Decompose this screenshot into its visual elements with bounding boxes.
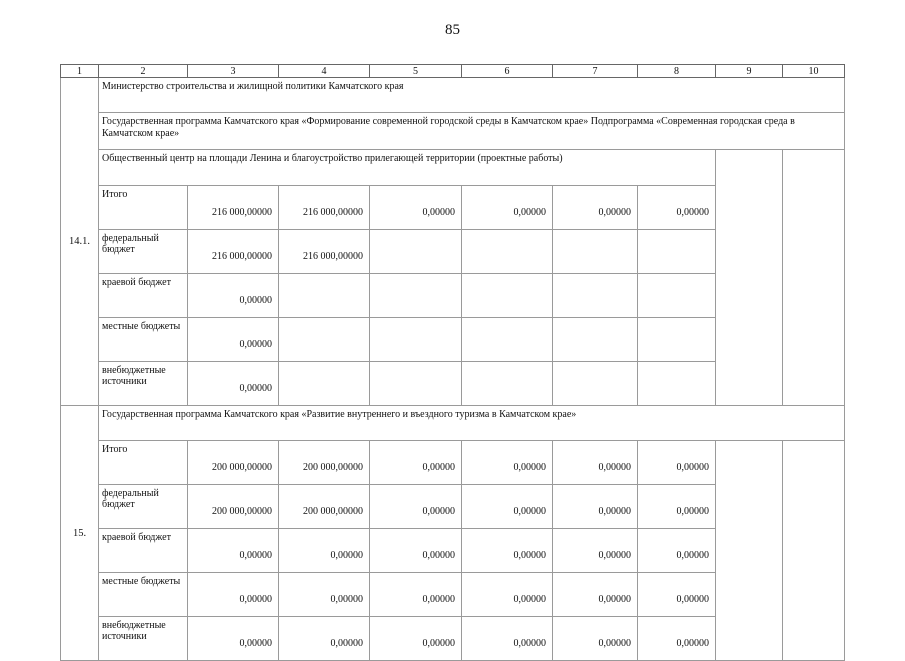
row-label: Итого <box>99 186 188 230</box>
value-cell: 0,00000 <box>638 529 716 573</box>
value-cell: 0,00000 <box>638 617 716 661</box>
column-header: 5 <box>370 65 462 78</box>
ministry-title: Министерство строительства и жилищной политики Камчатского края <box>99 78 845 113</box>
value-cell <box>370 274 462 318</box>
value-cell: 0,00000 <box>553 441 638 485</box>
column-header: 6 <box>462 65 553 78</box>
value-cell <box>638 318 716 362</box>
column-header: 7 <box>553 65 638 78</box>
value-cell <box>370 362 462 406</box>
table-row <box>61 441 845 485</box>
value-cell: 200 000,00000 <box>279 441 370 485</box>
row-label: внебюджетные источники <box>99 362 188 406</box>
value-cell: 0,00000 <box>188 318 279 362</box>
page-number: 85 <box>445 22 460 38</box>
row-label: местные бюджеты <box>99 573 188 617</box>
value-cell: 0,00000 <box>638 485 716 529</box>
value-cell: 0,00000 <box>553 186 638 230</box>
value-cell: 0,00000 <box>553 573 638 617</box>
value-cell: 0,00000 <box>370 573 462 617</box>
empty-cell <box>716 150 783 406</box>
value-cell: 0,00000 <box>638 441 716 485</box>
row-label: федеральный бюджет <box>99 485 188 529</box>
value-cell: 0,00000 <box>553 617 638 661</box>
value-cell <box>638 274 716 318</box>
value-cell: 0,00000 <box>462 529 553 573</box>
empty-cell <box>783 441 845 661</box>
object-title: Общественный центр на площади Ленина и благоустройство прилегающей территории (проектные работы) <box>99 150 716 186</box>
value-cell: 216 000,00000 <box>279 230 370 274</box>
row-label: краевой бюджет <box>99 274 188 318</box>
row-label: федеральный бюджет <box>99 230 188 274</box>
value-cell <box>370 230 462 274</box>
column-header: 2 <box>99 65 188 78</box>
value-cell <box>638 362 716 406</box>
budget-table <box>60 64 845 661</box>
value-cell: 0,00000 <box>462 573 553 617</box>
value-cell: 0,00000 <box>553 529 638 573</box>
value-cell: 0,00000 <box>638 186 716 230</box>
value-cell <box>553 274 638 318</box>
value-cell <box>638 230 716 274</box>
column-header: 10 <box>783 65 845 78</box>
row-label: краевой бюджет <box>99 529 188 573</box>
value-cell: 0,00000 <box>370 485 462 529</box>
value-cell <box>279 362 370 406</box>
value-cell <box>553 230 638 274</box>
row-number: 15. <box>61 406 99 661</box>
value-cell: 0,00000 <box>188 274 279 318</box>
value-cell: 0,00000 <box>188 362 279 406</box>
value-cell: 0,00000 <box>462 441 553 485</box>
value-cell <box>462 230 553 274</box>
column-header: 9 <box>716 65 783 78</box>
value-cell: 0,00000 <box>553 485 638 529</box>
row-label: Итого <box>99 441 188 485</box>
column-header: 1 <box>61 65 99 78</box>
value-cell: 200 000,00000 <box>188 441 279 485</box>
value-cell <box>462 318 553 362</box>
value-cell <box>462 274 553 318</box>
row-label: местные бюджеты <box>99 318 188 362</box>
column-header-row <box>61 65 845 78</box>
value-cell: 200 000,00000 <box>279 485 370 529</box>
column-header: 4 <box>279 65 370 78</box>
value-cell <box>553 318 638 362</box>
value-cell: 216 000,00000 <box>188 186 279 230</box>
value-cell <box>279 274 370 318</box>
empty-cell <box>783 150 845 406</box>
value-cell: 0,00000 <box>462 617 553 661</box>
value-cell: 0,00000 <box>279 617 370 661</box>
column-header: 3 <box>188 65 279 78</box>
column-header: 8 <box>638 65 716 78</box>
value-cell: 216 000,00000 <box>279 186 370 230</box>
program-title: Государственная программа Камчатского края «Формирование современной городской среды в Камчатском крае» Подпрограмма «Современная городская среда в Камчатском крае» <box>99 113 845 150</box>
value-cell: 200 000,00000 <box>188 485 279 529</box>
value-cell: 0,00000 <box>370 617 462 661</box>
value-cell <box>279 318 370 362</box>
value-cell: 0,00000 <box>370 186 462 230</box>
value-cell: 0,00000 <box>188 573 279 617</box>
value-cell: 0,00000 <box>462 186 553 230</box>
row-label: внебюджетные источники <box>99 617 188 661</box>
value-cell: 0,00000 <box>370 529 462 573</box>
value-cell: 0,00000 <box>188 529 279 573</box>
value-cell <box>462 362 553 406</box>
value-cell: 0,00000 <box>279 573 370 617</box>
value-cell <box>370 318 462 362</box>
value-cell: 0,00000 <box>279 529 370 573</box>
value-cell: 0,00000 <box>462 485 553 529</box>
row-number: 14.1. <box>61 78 99 406</box>
empty-cell <box>716 441 783 661</box>
value-cell: 216 000,00000 <box>188 230 279 274</box>
value-cell: 0,00000 <box>188 617 279 661</box>
program-title: Государственная программа Камчатского края «Развитие внутреннего и въездного туризма в Камчатском крае» <box>99 406 845 441</box>
value-cell: 0,00000 <box>638 573 716 617</box>
value-cell <box>553 362 638 406</box>
value-cell: 0,00000 <box>370 441 462 485</box>
